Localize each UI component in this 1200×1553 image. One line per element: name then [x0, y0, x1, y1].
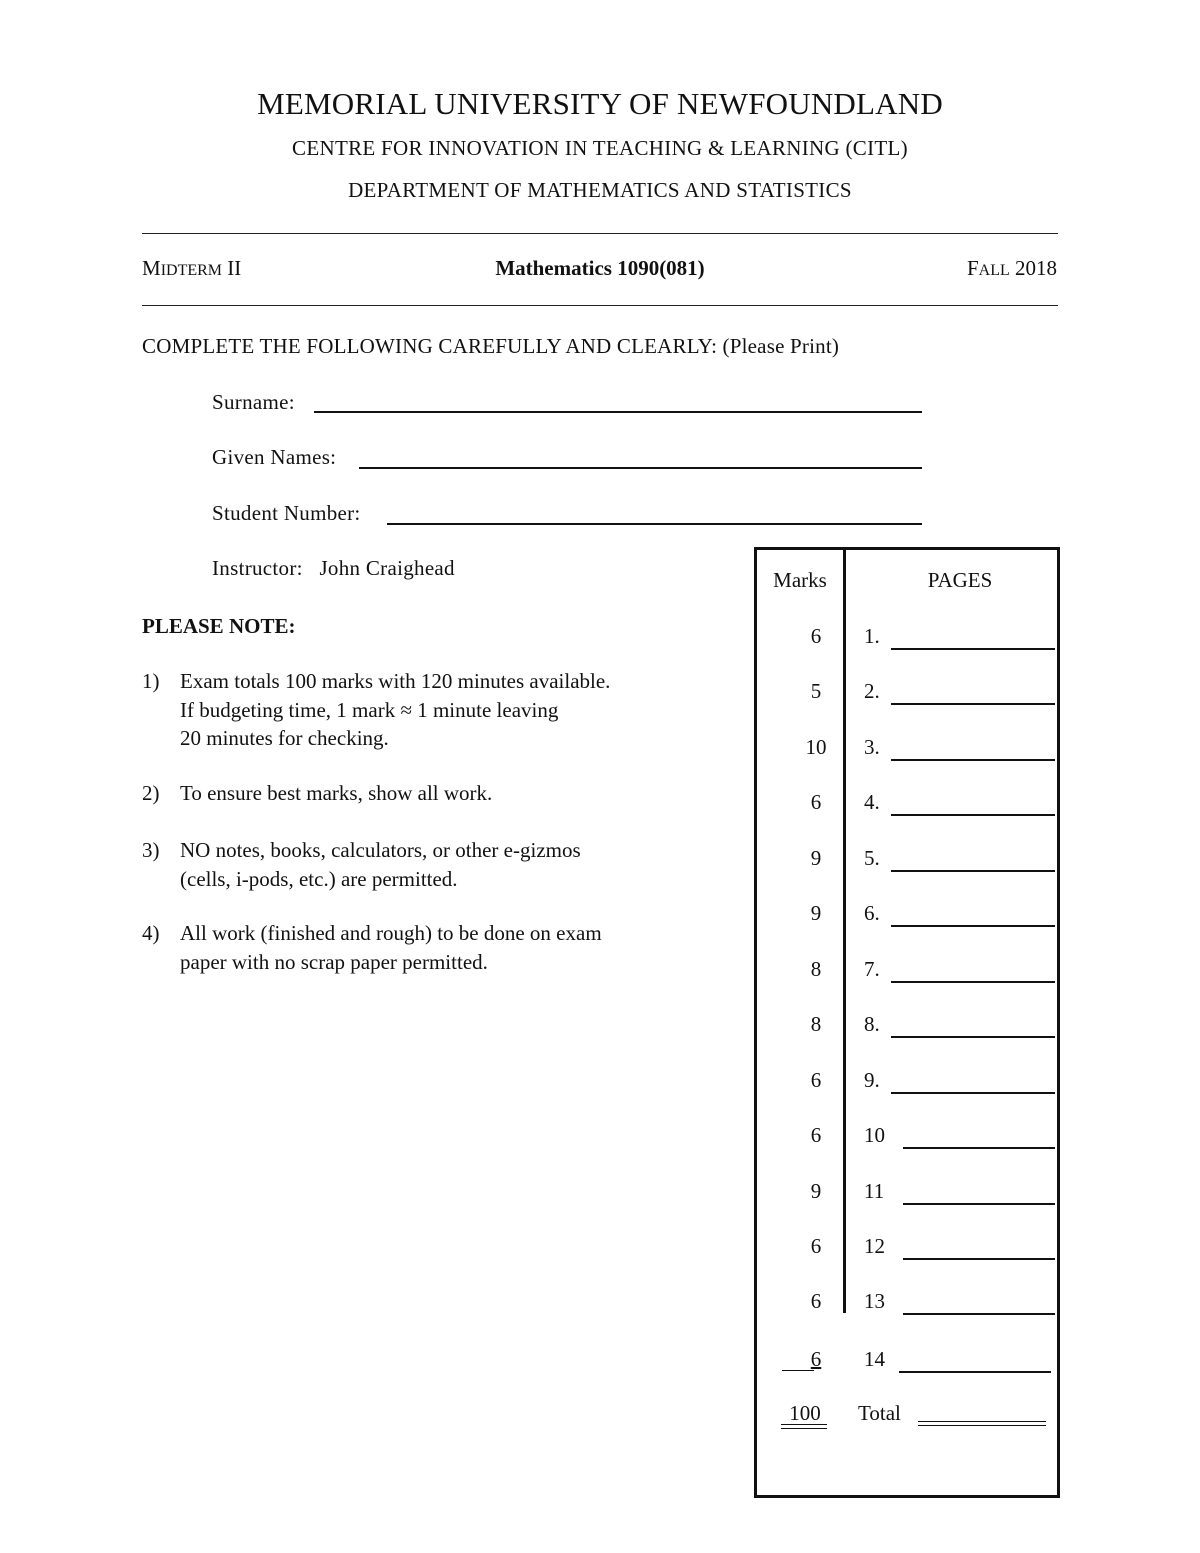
student-number-label: Student Number: [212, 501, 361, 525]
exam-type-suffix: II [222, 256, 242, 280]
given-names-label: Given Names: [212, 445, 337, 469]
row-score-field[interactable] [891, 1092, 1055, 1094]
term-suffix: 2018 [1009, 256, 1057, 280]
row-page: 11 [864, 1179, 885, 1203]
row-score-field[interactable] [891, 981, 1055, 983]
term-initial: F [966, 256, 979, 280]
row-score-field[interactable] [891, 759, 1055, 761]
pages-column-header: PAGES [927, 568, 993, 592]
exam-type-rest: IDTERM [160, 262, 223, 279]
total-label: Total [858, 1401, 901, 1425]
row-mark: 6 [810, 624, 822, 648]
total-underline-1 [781, 1424, 827, 1425]
row-mark: 6 [810, 1234, 822, 1258]
row-mark: 6 [810, 790, 822, 814]
marks-row [0, 957, 1200, 987]
marks-row [0, 624, 1200, 654]
row-page: 6. [864, 901, 880, 925]
row-page: 4. [864, 790, 880, 814]
total-underline-2 [781, 1428, 827, 1429]
row-page: 12 [864, 1234, 885, 1258]
row-score-field[interactable] [903, 1147, 1055, 1149]
marks-row [0, 790, 1200, 820]
row-score-field[interactable] [899, 1371, 1051, 1373]
term [967, 256, 1057, 281]
row-score-field[interactable] [903, 1203, 1055, 1205]
total-mark: 100 [789, 1401, 821, 1425]
marks-row [0, 679, 1200, 709]
instructor-label: Instructor: [212, 556, 303, 580]
note-line: paper with no scrap paper permitted. [180, 949, 488, 974]
row-mark: 5 [810, 679, 822, 703]
row-page: 5. [864, 846, 880, 870]
course-title: Mathematics 1090(081) [495, 256, 705, 280]
top-rule [142, 233, 1058, 234]
mark-underline [782, 1370, 814, 1371]
row-page: 8. [864, 1012, 880, 1036]
total-score-field-double [918, 1425, 1046, 1426]
marks-row [0, 1347, 1200, 1377]
note-line: 20 minutes for checking. [180, 726, 389, 750]
student-number-field[interactable] [387, 523, 922, 525]
marks-row [0, 735, 1200, 765]
marks-row [0, 1068, 1200, 1098]
row-score-field[interactable] [891, 1036, 1055, 1038]
row-page: 10 [864, 1123, 885, 1147]
row-page: 1. [864, 624, 880, 648]
form-instruction: COMPLETE THE FOLLOWING CAREFULLY AND CLEARLY: (Please Print) [142, 334, 840, 358]
marks-row [0, 901, 1200, 931]
row-mark: 6 [810, 1289, 822, 1313]
row-score-field[interactable] [891, 703, 1055, 705]
surname-label: Surname: [212, 390, 295, 414]
row-score-field[interactable] [891, 925, 1055, 927]
marks-row [0, 1179, 1200, 1209]
department-subtitle: DEPARTMENT OF MATHEMATICS AND STATISTICS [348, 178, 852, 202]
row-score-field[interactable] [903, 1258, 1055, 1260]
row-mark: 9 [810, 846, 822, 870]
given-names-field[interactable] [359, 467, 922, 469]
row-mark: 6 [810, 1068, 822, 1092]
row-mark: 10 [805, 735, 827, 759]
row-page: 2. [864, 679, 880, 703]
row-score-field[interactable] [903, 1313, 1055, 1315]
row-page: 14 [864, 1347, 885, 1371]
marks-row [0, 846, 1200, 876]
note-number: 4) [142, 921, 160, 945]
row-score-field[interactable] [891, 814, 1055, 816]
row-mark: 6 [810, 1123, 822, 1147]
instructor-name: John Craighead [319, 556, 455, 580]
surname-field[interactable] [314, 411, 922, 413]
note-number: 1) [142, 669, 160, 693]
note-line: NO notes, books, calculators, or other e-gizmos [180, 838, 581, 862]
term-rest: ALL [978, 262, 1010, 279]
bottom-rule [142, 305, 1058, 306]
note-line: (cells, i-pods, etc.) are permitted. [180, 866, 458, 891]
instructor-line [212, 556, 455, 581]
row-mark: 8 [810, 1012, 822, 1036]
note-line: All work (finished and rough) to be done on exam [180, 921, 602, 945]
marks-row [0, 1123, 1200, 1153]
notes-heading: PLEASE NOTE: [142, 614, 296, 638]
note-number: 3) [142, 838, 160, 862]
exam-type-initial: M [142, 256, 161, 280]
row-score-field[interactable] [891, 870, 1055, 872]
marks-row [0, 1289, 1200, 1319]
row-mark: 6 [810, 1347, 822, 1371]
total-score-field[interactable] [918, 1421, 1046, 1422]
row-mark: 8 [810, 957, 822, 981]
centre-subtitle: CENTRE FOR INNOVATION IN TEACHING & LEARNING (CITL) [292, 136, 908, 160]
row-score-field[interactable] [891, 648, 1055, 650]
marks-column-header: Marks [773, 568, 827, 592]
total-row [0, 1401, 1200, 1431]
note-line: Exam totals 100 marks with 120 minutes available. [180, 669, 611, 693]
note-line: To ensure best marks, show all work. [180, 781, 493, 805]
row-page: 3. [864, 735, 880, 759]
row-page: 9. [864, 1068, 880, 1092]
row-page: 13 [864, 1289, 885, 1313]
row-page: 7. [864, 957, 880, 981]
marks-row [0, 1012, 1200, 1042]
note-number: 2) [142, 781, 160, 805]
marks-row [0, 1234, 1200, 1264]
row-mark: 9 [810, 1179, 822, 1203]
university-title: MEMORIAL UNIVERSITY OF NEWFOUNDLAND [257, 86, 943, 121]
note-line: If budgeting time, 1 mark ≈ 1 minute leaving [180, 697, 559, 722]
row-mark: 9 [810, 901, 822, 925]
